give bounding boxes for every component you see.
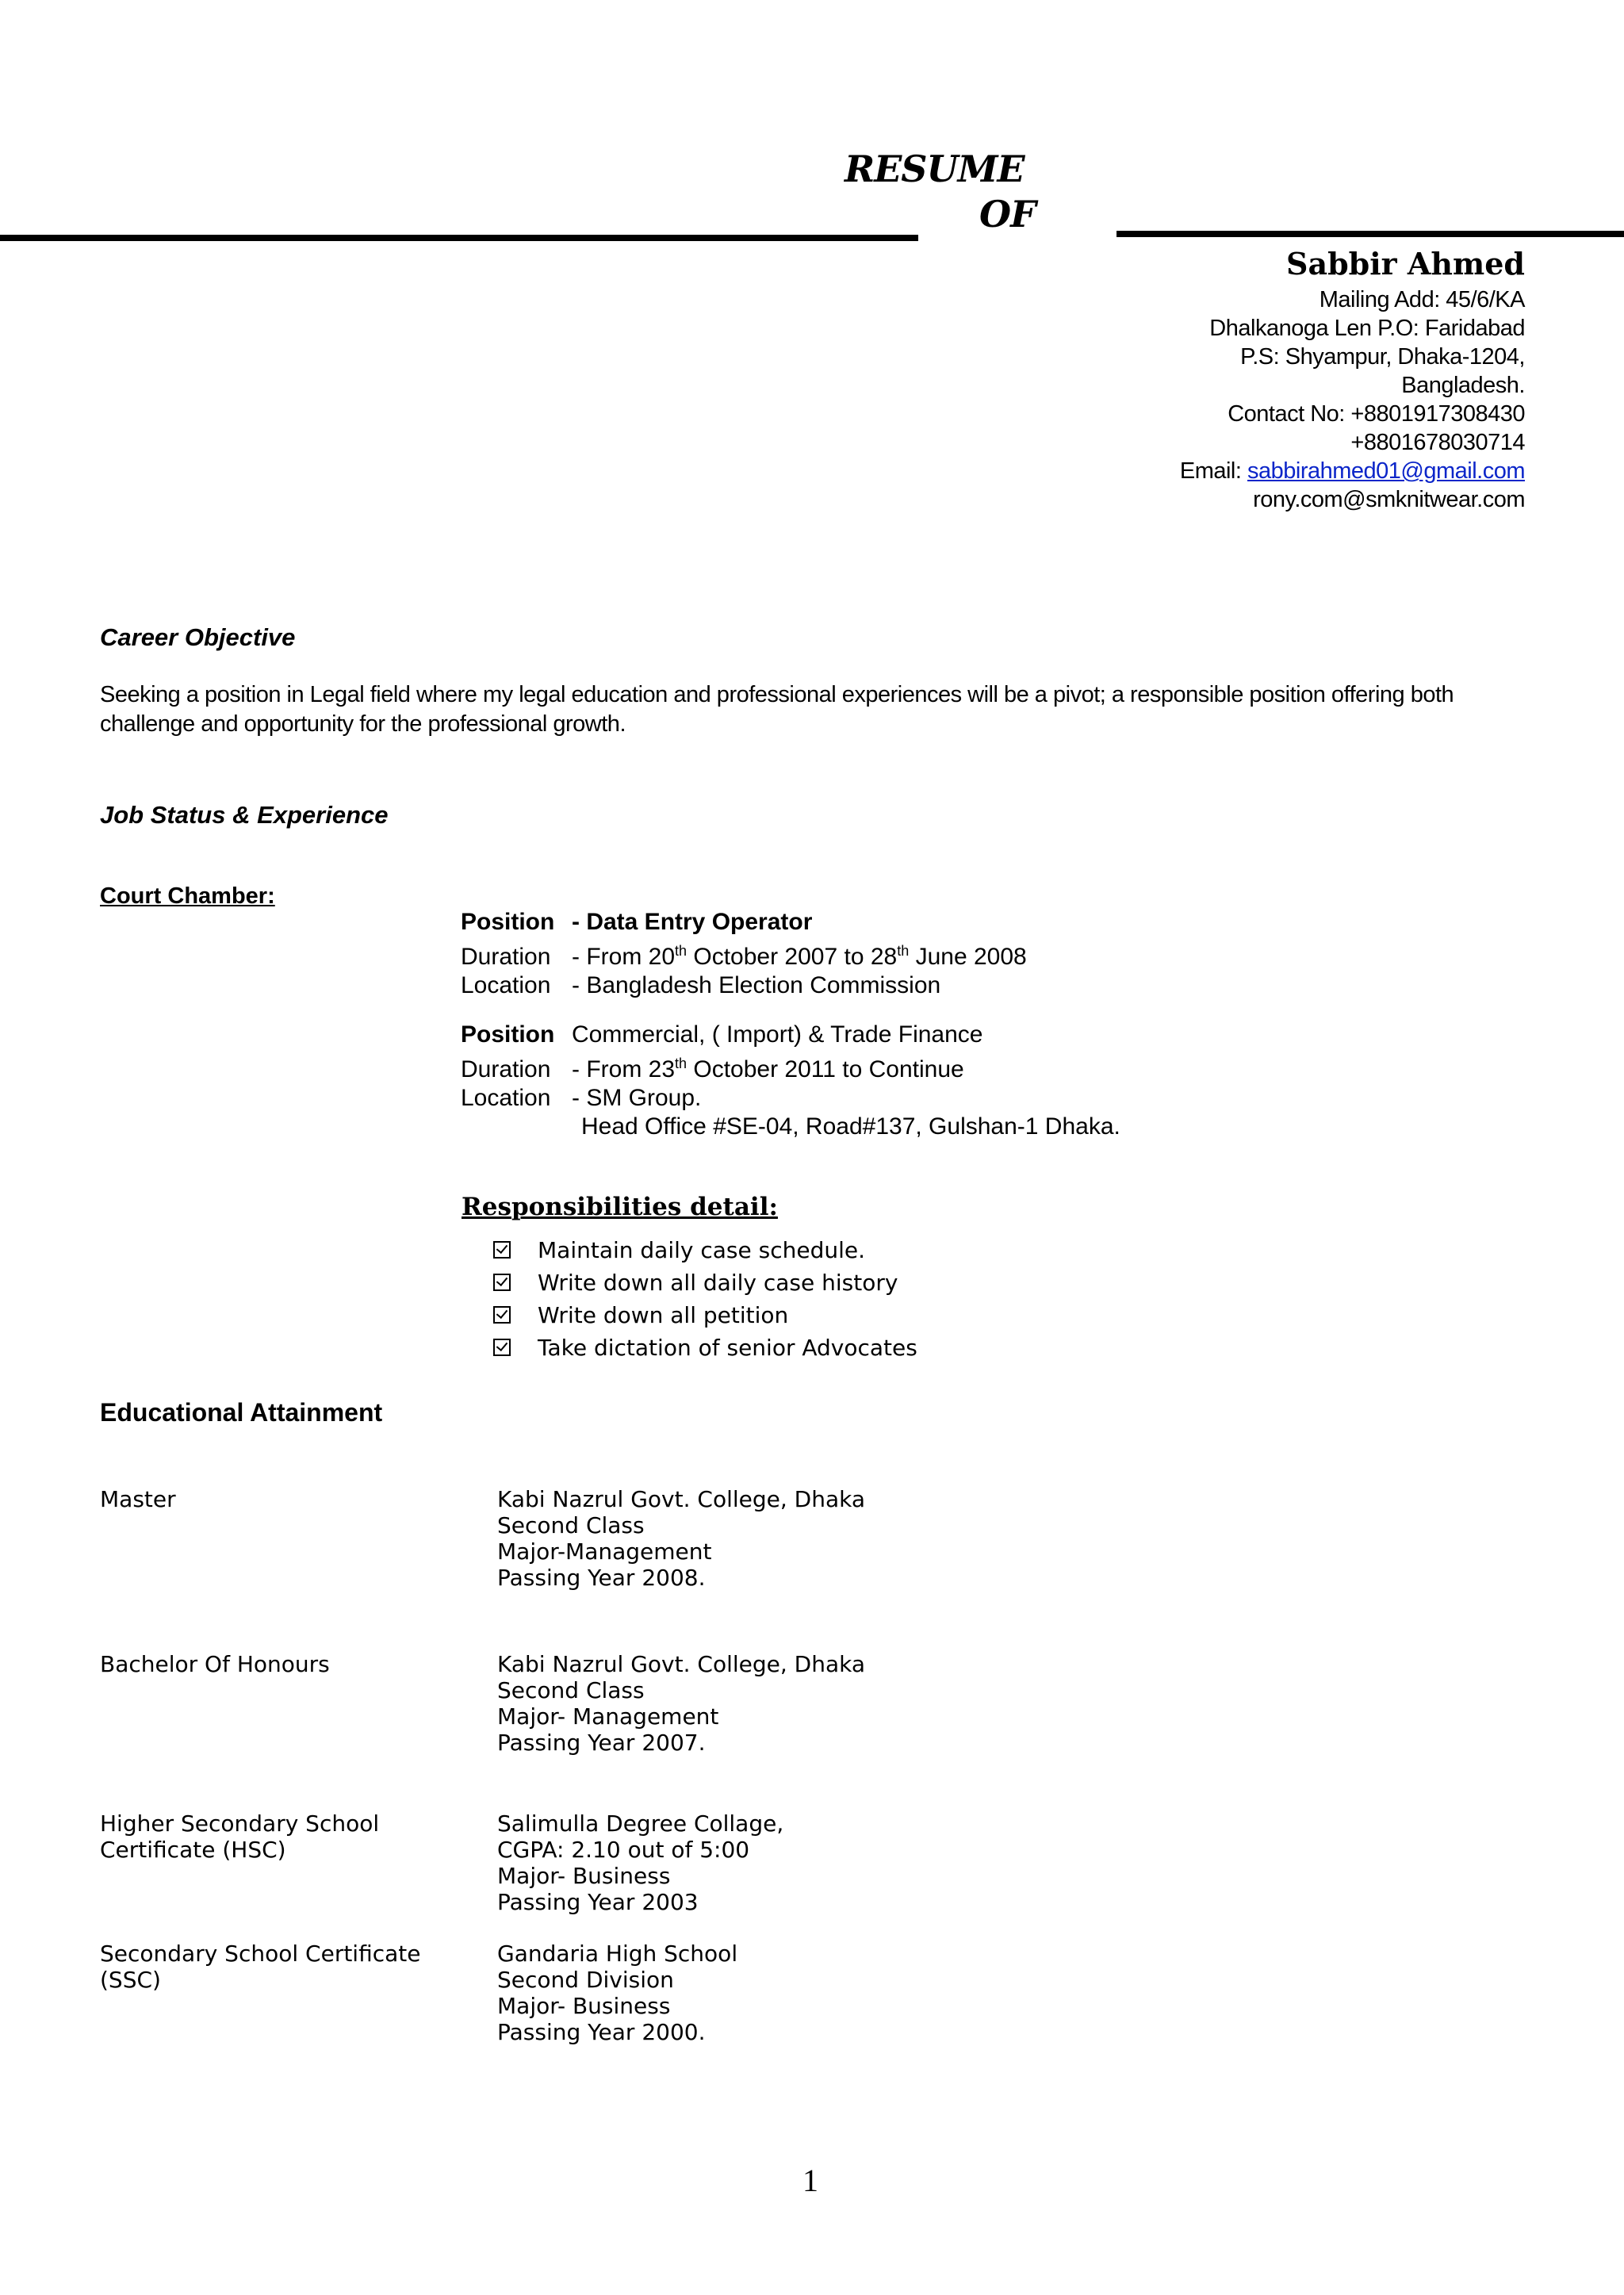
position-value: Commercial, ( Import) & Trade Finance bbox=[572, 1021, 983, 1048]
result: CGPA: 2.10 out of 5:00 bbox=[497, 1837, 750, 1863]
checkbox-checked-icon bbox=[493, 1274, 511, 1291]
position-label: Position bbox=[461, 909, 555, 935]
location-value: - SM Group. bbox=[572, 1085, 702, 1111]
responsibilities-heading: Responsibilities detail: bbox=[462, 1193, 778, 1221]
email-secondary: rony.com@smknitwear.com bbox=[1253, 487, 1525, 512]
email-link[interactable]: sabbirahmed01@gmail.com bbox=[1247, 458, 1525, 484]
education-level-text: Higher Secondary School bbox=[100, 1810, 380, 1837]
list-item bbox=[493, 1331, 917, 1364]
education-level-text: Certificate (HSC) bbox=[100, 1837, 286, 1863]
job-position bbox=[461, 1021, 1120, 1049]
education-level bbox=[100, 1651, 330, 1677]
major: Major- Business bbox=[497, 1993, 671, 2019]
passing-year: Passing Year 2007. bbox=[497, 1730, 706, 1756]
job-location bbox=[461, 971, 1027, 1000]
header-rule-right bbox=[1116, 231, 1624, 237]
phone-line bbox=[1180, 400, 1525, 428]
checkbox-checked-icon bbox=[493, 1339, 511, 1356]
education-details bbox=[497, 1486, 865, 1591]
location-label: Location bbox=[461, 972, 551, 998]
education-level-text: Master bbox=[100, 1486, 176, 1512]
institution: Kabi Nazrul Govt. College, Dhaka bbox=[497, 1651, 866, 1677]
education-details bbox=[497, 1810, 783, 1915]
passing-year: Passing Year 2008. bbox=[497, 1565, 706, 1591]
position-value: - Data Entry Operator bbox=[572, 909, 813, 935]
job-position bbox=[461, 908, 1027, 937]
result: Second Division bbox=[497, 1967, 674, 1993]
page-number: 1 bbox=[802, 2163, 818, 2198]
location-value: - Bangladesh Election Commission bbox=[572, 972, 941, 998]
list-item bbox=[493, 1266, 917, 1299]
phone-label: Contact No: bbox=[1228, 401, 1351, 427]
career-objective-heading: Career Objective bbox=[100, 623, 296, 651]
job-duration bbox=[461, 1049, 1120, 1084]
education-details bbox=[497, 1651, 865, 1756]
education-level bbox=[100, 1810, 379, 1863]
ordinal-suffix: th bbox=[897, 943, 910, 959]
responsibility-text: Write down all petition bbox=[538, 1302, 789, 1328]
ordinal-suffix: th bbox=[675, 1056, 688, 1071]
major: Major-Management bbox=[497, 1538, 712, 1565]
responsibility-text: Write down all daily case history bbox=[538, 1270, 898, 1296]
education-level bbox=[100, 1941, 420, 1993]
passing-year: Passing Year 2003 bbox=[497, 1889, 699, 1915]
duration-label: Duration bbox=[461, 944, 551, 970]
responsibility-text: Take dictation of senior Advocates bbox=[538, 1335, 917, 1361]
career-objective-text: Seeking a position in Legal field where my legal education and professional experiences will be a pivot; a responsible position offering both challenge and opportunity for the professional growth. bbox=[100, 682, 1454, 737]
institution: Salimulla Degree Collage, bbox=[497, 1810, 784, 1837]
location-label: Location bbox=[461, 1085, 551, 1111]
resume-title: RESUME bbox=[845, 148, 1025, 190]
education-level-text: Secondary School Certificate bbox=[100, 1941, 421, 1967]
header-rule-left bbox=[0, 235, 918, 241]
passing-year: Passing Year 2000. bbox=[497, 2019, 706, 2045]
court-chamber-heading: Court Chamber: bbox=[100, 883, 275, 909]
job-duration bbox=[461, 937, 1027, 971]
responsibilities-list bbox=[493, 1234, 917, 1364]
major: Major- Management bbox=[497, 1703, 719, 1730]
education-level-text: Bachelor Of Honours bbox=[100, 1651, 330, 1677]
checkbox-checked-icon bbox=[493, 1306, 511, 1324]
job-entry bbox=[461, 908, 1027, 1000]
institution: Kabi Nazrul Govt. College, Dhaka bbox=[497, 1486, 866, 1512]
email-label: Email: bbox=[1179, 458, 1247, 484]
address-line: Mailing Add: 45/6/KA bbox=[1319, 287, 1525, 312]
phone-number: +8801917308430 bbox=[1350, 401, 1525, 427]
education-details bbox=[497, 1941, 737, 2045]
education-level-text: (SSC) bbox=[100, 1967, 161, 1993]
location-address: Head Office #SE-04, Road#137, Gulshan-1 Dhaka. bbox=[581, 1113, 1120, 1140]
education-level bbox=[100, 1486, 176, 1512]
result: Second Class bbox=[497, 1512, 645, 1538]
email-line bbox=[1180, 457, 1525, 485]
duration-text: October 2007 to 28 bbox=[687, 944, 898, 970]
address-line: Dhalkanoga Len P.O: Faridabad bbox=[1209, 316, 1525, 341]
list-item bbox=[493, 1234, 917, 1266]
major: Major- Business bbox=[497, 1863, 671, 1889]
duration-text: - From 20 bbox=[572, 944, 676, 970]
duration-text: October 2011 to Continue bbox=[687, 1056, 964, 1082]
result: Second Class bbox=[497, 1677, 645, 1703]
job-entry bbox=[461, 1021, 1120, 1141]
resume-title-of: OF bbox=[979, 193, 1036, 236]
position-label: Position bbox=[461, 1021, 555, 1048]
checkbox-checked-icon bbox=[493, 1241, 511, 1259]
ordinal-suffix: th bbox=[675, 943, 688, 959]
responsibility-text: Maintain daily case schedule. bbox=[538, 1237, 866, 1263]
duration-text: June 2008 bbox=[909, 944, 1027, 970]
education-heading: Educational Attainment bbox=[100, 1398, 383, 1427]
experience-heading: Job Status & Experience bbox=[100, 801, 389, 829]
list-item bbox=[493, 1299, 917, 1331]
job-location bbox=[461, 1084, 1120, 1113]
address-line: Bangladesh. bbox=[1401, 373, 1525, 398]
phone-number-secondary: +8801678030714 bbox=[1350, 430, 1525, 455]
institution: Gandaria High School bbox=[497, 1941, 738, 1967]
duration-label: Duration bbox=[461, 1056, 551, 1082]
address-line: P.S: Shyampur, Dhaka-1204, bbox=[1240, 344, 1525, 370]
candidate-name: Sabbir Ahmed bbox=[1286, 246, 1525, 282]
duration-text: - From 23 bbox=[572, 1056, 676, 1082]
contact-block bbox=[1180, 244, 1525, 514]
